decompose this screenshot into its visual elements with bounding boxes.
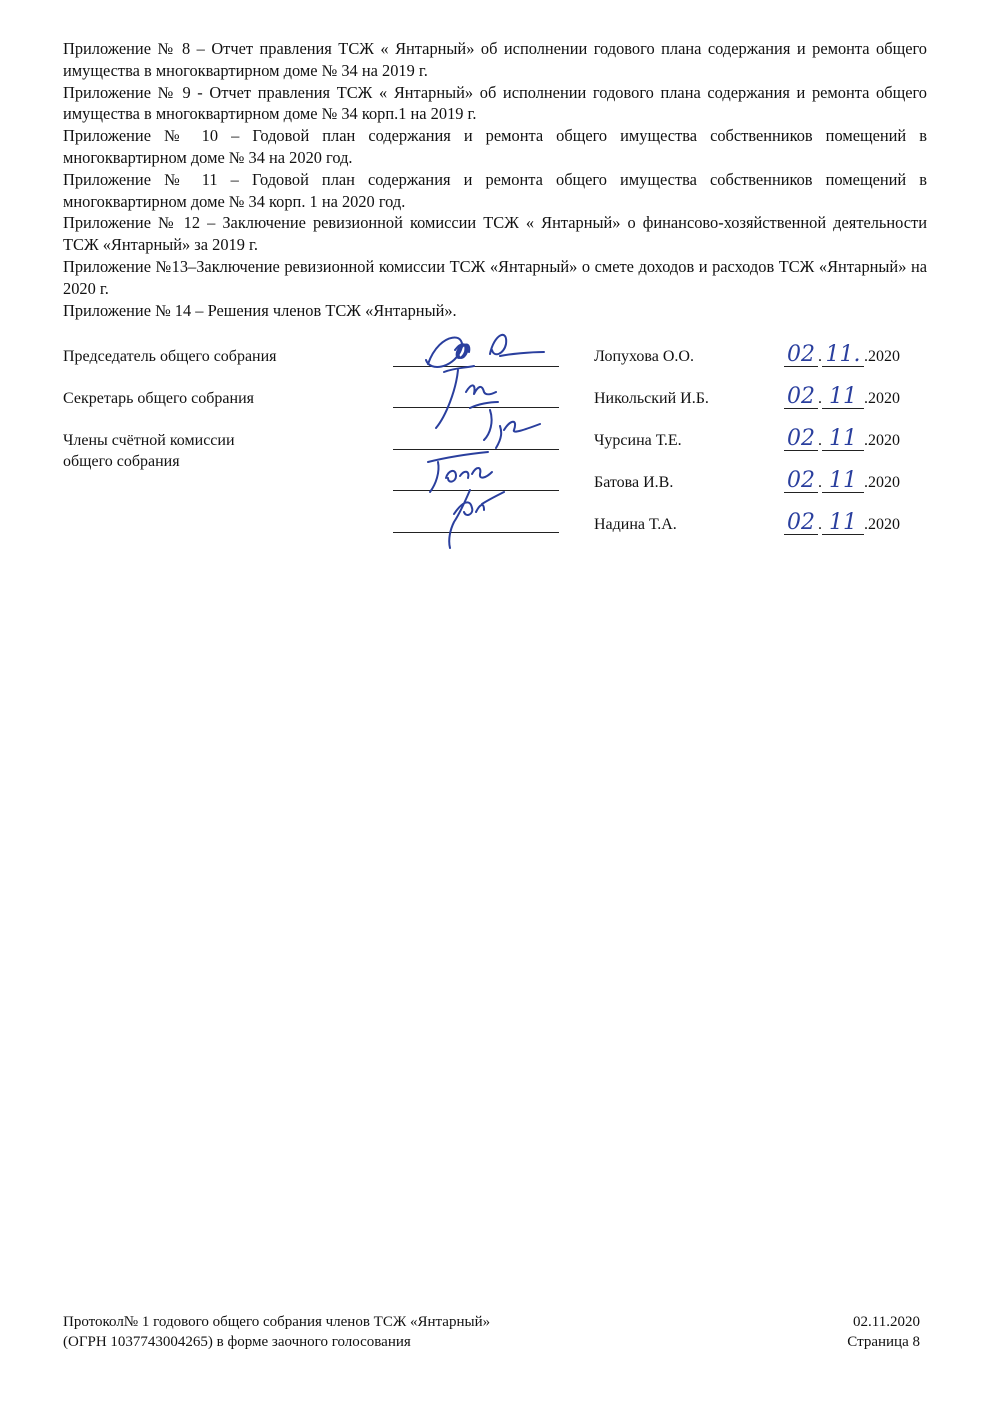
handwritten-month: 11 <box>829 384 857 409</box>
handwritten-day: 02 <box>787 426 815 451</box>
signature-line <box>393 407 559 408</box>
handwritten-day: 02 <box>787 468 815 493</box>
signature-line <box>393 449 559 450</box>
sign-date: 02 . 11 .2020 <box>784 430 900 451</box>
role-commission: Члены счётной комиссии <box>63 432 235 449</box>
footer-date: 02.11.2020 <box>853 1314 920 1330</box>
signature-commission-2 <box>428 452 492 492</box>
footer-meta <box>847 1312 920 1352</box>
appendix-item: Приложение № 9 - Отчет правления ТСЖ « Янтарный» об исполнении годового плана содержания и ремонта общего имущества в многоквартирном доме № 34 корп.1 на 2019 г. <box>63 82 927 124</box>
date-year: .2020 <box>864 474 900 491</box>
sign-date: 02 . 11. .2020 <box>784 346 900 367</box>
date-year: .2020 <box>864 432 900 449</box>
signature-line <box>393 532 559 533</box>
date-year: .2020 <box>864 348 900 365</box>
sign-date: 02 . 11 .2020 <box>784 388 900 409</box>
role-chair: Председатель общего собрания <box>63 348 277 365</box>
signature-commission-3 <box>449 490 504 548</box>
page-number: Страница 8 <box>847 1334 920 1350</box>
handwritten-day: 02 <box>787 510 815 535</box>
signer-name: Батова И.В. <box>594 474 674 491</box>
footer-protocol <box>63 1312 490 1352</box>
role-secretary: Секретарь общего собрания <box>63 390 254 407</box>
signature-secretary <box>436 366 496 428</box>
signer-name: Никольский И.Б. <box>594 390 709 407</box>
handwritten-month: 11 <box>829 426 857 451</box>
handwritten-day: 02 <box>787 384 815 409</box>
signature-commission-1 <box>470 402 540 448</box>
signer-name: Надина Т.А. <box>594 516 677 533</box>
sign-date: 02 . 11 .2020 <box>784 472 900 493</box>
signature-chair <box>426 335 544 367</box>
handwritten-month: 11. <box>825 342 861 367</box>
signature-line <box>393 490 559 491</box>
signature-line <box>393 366 559 367</box>
role-commission-cont: общего собрания <box>63 453 180 470</box>
date-year: .2020 <box>864 516 900 533</box>
signer-name: Чурсина Т.Е. <box>594 432 682 449</box>
appendix-item: Приложение № 8 – Отчет правления ТСЖ « Янтарный» об исполнении годового плана содержания и ремонта общего имущества в многоквартирном доме № 34 на 2019 г. <box>63 39 927 80</box>
appendix-item: Приложение № 11 – Годовой план содержания и ремонта общего имущества собственников помещений в многоквартирном доме № 34 корп. 1 на 2020 год. <box>63 169 927 211</box>
signer-name: Лопухова О.О. <box>594 348 694 365</box>
footer-protocol-ogrn: (ОГРН 1037743004265) в форме заочного голосования <box>63 1334 411 1350</box>
handwritten-month: 11 <box>829 510 857 535</box>
appendix-item: Приложение № 14 – Решения членов ТСЖ «Янтарный». <box>63 300 457 320</box>
appendix-item: Приложение №13–Заключение ревизионной комиссии ТСЖ «Янтарный» о смете доходов и расходов ТСЖ «Янтарный» на 2020 г. <box>63 256 927 298</box>
signature-block <box>0 0 992 600</box>
date-year: .2020 <box>864 390 900 407</box>
appendix-item: Приложение № 12 – Заключение ревизионной комиссии ТСЖ « Янтарный» о финансово-хозяйственной деятельности ТСЖ «Янтарный» за 2019 г. <box>63 213 927 255</box>
appendix-item: Приложение № 10 – Годовой план содержания и ремонта общего имущества собственников помещений в многоквартирном доме № 34 на 2020 год. <box>63 126 927 167</box>
handwritten-month: 11 <box>829 468 857 493</box>
footer-protocol-title: Протокол№ 1 годового общего собрания членов ТСЖ «Янтарный» <box>63 1314 491 1330</box>
handwritten-day: 02 <box>787 342 815 367</box>
sign-date: 02 . 11 .2020 <box>784 514 900 535</box>
